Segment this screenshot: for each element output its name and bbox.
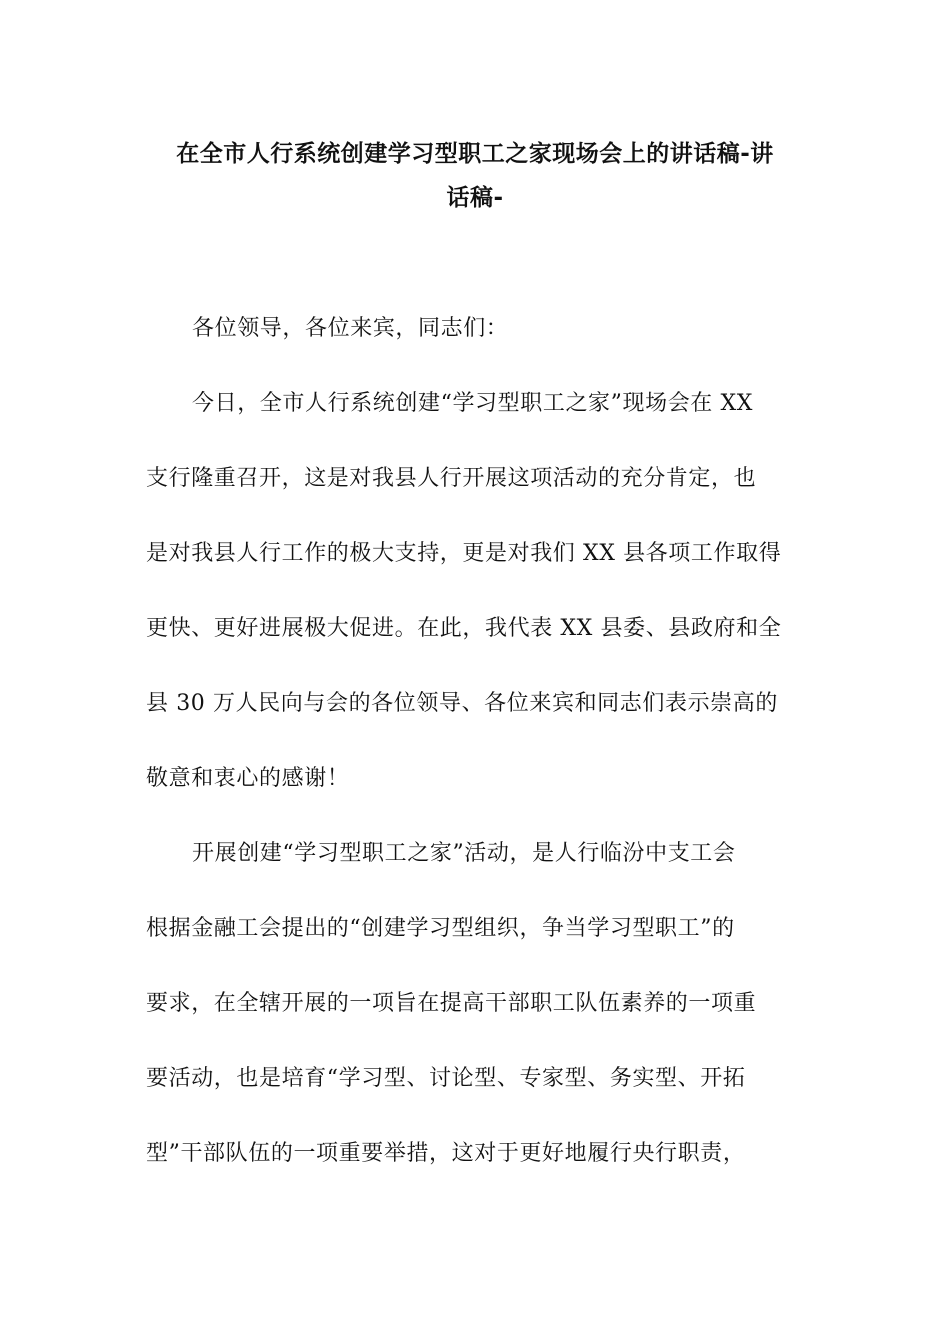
paragraph-2-line-4: 要活动，也是培育“学习型、讨论型、专家型、务实型、开拓 bbox=[146, 1066, 746, 1091]
document-title bbox=[140, 132, 810, 220]
paragraph-1-line-2: 支行隆重召开，这是对我县人行开展这项活动的充分肯定，也 bbox=[146, 466, 757, 491]
title-line-2: 话稿- bbox=[446, 185, 504, 211]
title-line-1: 在全市人行系统创建学习型职工之家现场会上的讲话稿-讲 bbox=[176, 141, 774, 167]
paragraph-1-line-3: 是对我县人行工作的极大支持，更是对我们 XX 县各项工作取得 bbox=[146, 541, 782, 566]
paragraph-1-line-4: 更快、更好进展极大促进。在此，我代表 XX 县委、县政府和全 bbox=[146, 616, 782, 641]
paragraph-1-line-6: 敬意和衷心的感谢！ bbox=[146, 766, 350, 791]
salutation-line: 各位领导，各位来宾，同志们： bbox=[192, 316, 509, 341]
paragraph-2-line-2: 根据金融工会提出的“创建学习型组织，争当学习型职工”的 bbox=[146, 916, 735, 941]
paragraph-2-line-5: 型”干部队伍的一项重要举措，这对于更好地履行央行职责， bbox=[146, 1141, 746, 1166]
paragraph-2-line-1: 开展创建“学习型职工之家”活动，是人行临汾中支工会 bbox=[192, 841, 736, 866]
paragraph-2-line-3: 要求，在全辖开展的一项旨在提高干部职工队伍素养的一项重 bbox=[146, 991, 757, 1016]
document-body bbox=[146, 304, 810, 1204]
paragraph-1-line-1: 今日，全市人行系统创建“学习型职工之家”现场会在 XX bbox=[192, 391, 754, 416]
paragraph-1-line-5: 县 30 万人民向与会的各位领导、各位来宾和同志们表示崇高的 bbox=[146, 691, 778, 716]
